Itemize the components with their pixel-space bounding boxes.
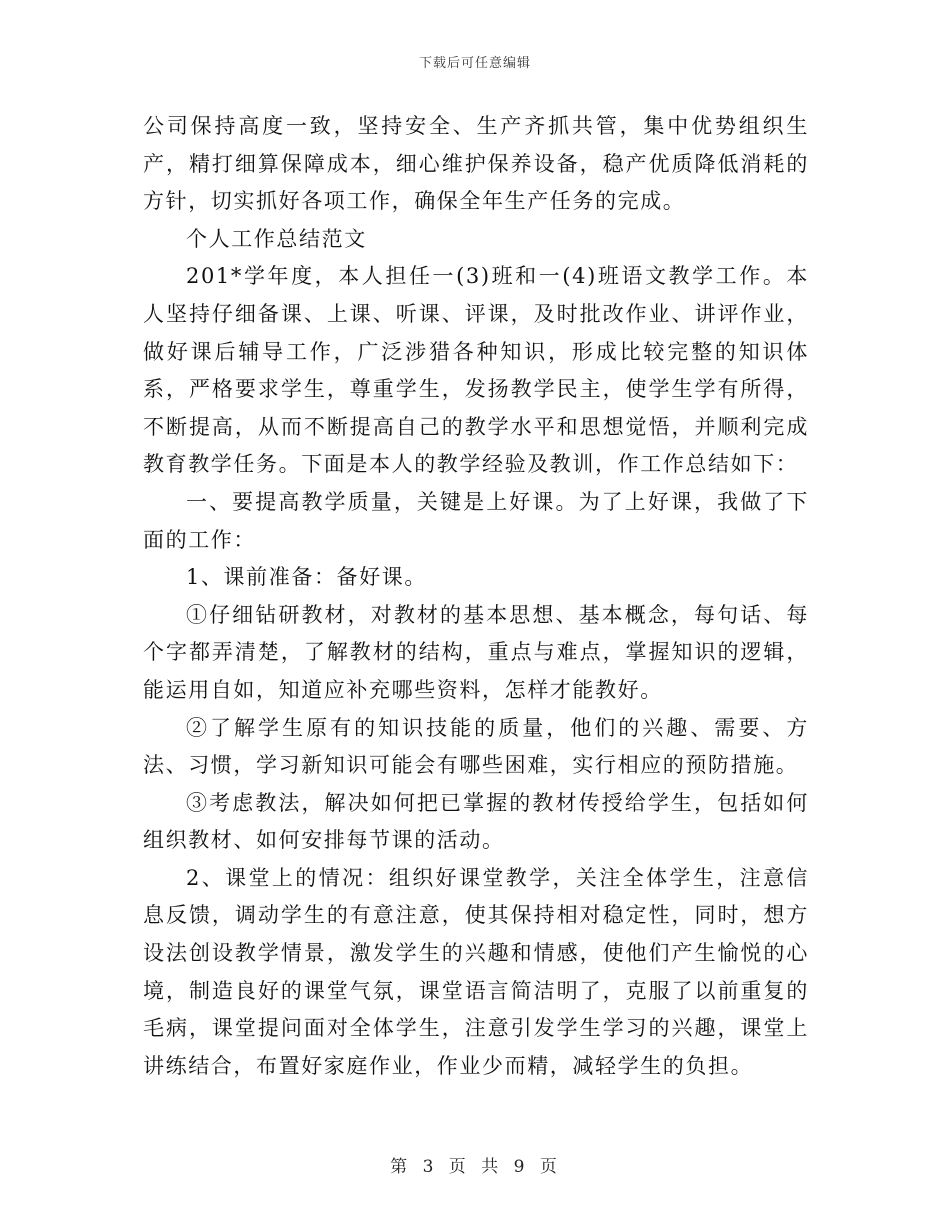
document-body	[143, 108, 809, 1085]
paragraph-intro: 201*学年度，本人担任一(3)班和一(4)班语文教学工作。本人坚持仔细备课、上课、听课、评课，及时批改作业、讲评作业，做好课后辅导工作，广泛涉猎各种知识，形成比较完整的知识体系，严格要求学生，尊重学生，发扬教学民主，使学生学有所得，不断提高，从而不断提高自己的教学水平和思想觉悟，并顺利完成教育教学任务。下面是本人的教学经验及教训，作工作总结如下：	[143, 264, 809, 477]
paragraph-subitem-1: ①仔细钻研教材，对教材的基本思想、基本概念，每句话、每个字都弄清楚，了解教材的结构，重点与难点，掌握知识的逻辑，能运用自如，知道应补充哪些资料，怎样才能教好。	[143, 602, 809, 702]
header-note: 下载后可任意编辑	[418, 56, 531, 71]
page-number-footer: 第 3 页 共 9 页	[390, 1157, 560, 1177]
paragraph-continuation: 公司保持高度一致，坚持安全、生产齐抓共管，集中优势组织生产，精打细算保障成本，细心维护保养设备，稳产优质降低消耗的方针，切实抓好各项工作，确保全年生产任务的完成。	[143, 114, 809, 214]
paragraph-heading-one: 一、要提高教学质量，关键是上好课。为了上好课，我做了下面的工作：	[143, 489, 809, 552]
paragraph-item-2: 2、课堂上的情况：组织好课堂教学，关注全体学生，注意信息反馈，调动学生的有意注意，使其保持相对稳定性，同时，想方设法创设教学情景，激发学生的兴趣和情感，使他们产生愉悦的心境，制造良好的课堂气氛，课堂语言简洁明了，克服了以前重复的毛病，课堂提问面对全体学生，注意引发学生学习的兴趣，课堂上讲练结合，布置好家庭作业，作业少而精，减轻学生的负担。	[143, 865, 809, 1078]
paragraph-subitem-2: ②了解学生原有的知识技能的质量，他们的兴趣、需要、方法、习惯，学习新知识可能会有哪些困难，实行相应的预防措施。	[143, 715, 809, 778]
section-title: 个人工作总结范文	[186, 226, 367, 251]
paragraph-item-1: 1、课前准备：备好课。	[186, 565, 427, 590]
paragraph-subitem-3: ③考虑教法，解决如何把已掌握的教材传授给学生，包括如何组织教材、如何安排每节课的活动。	[143, 790, 809, 853]
